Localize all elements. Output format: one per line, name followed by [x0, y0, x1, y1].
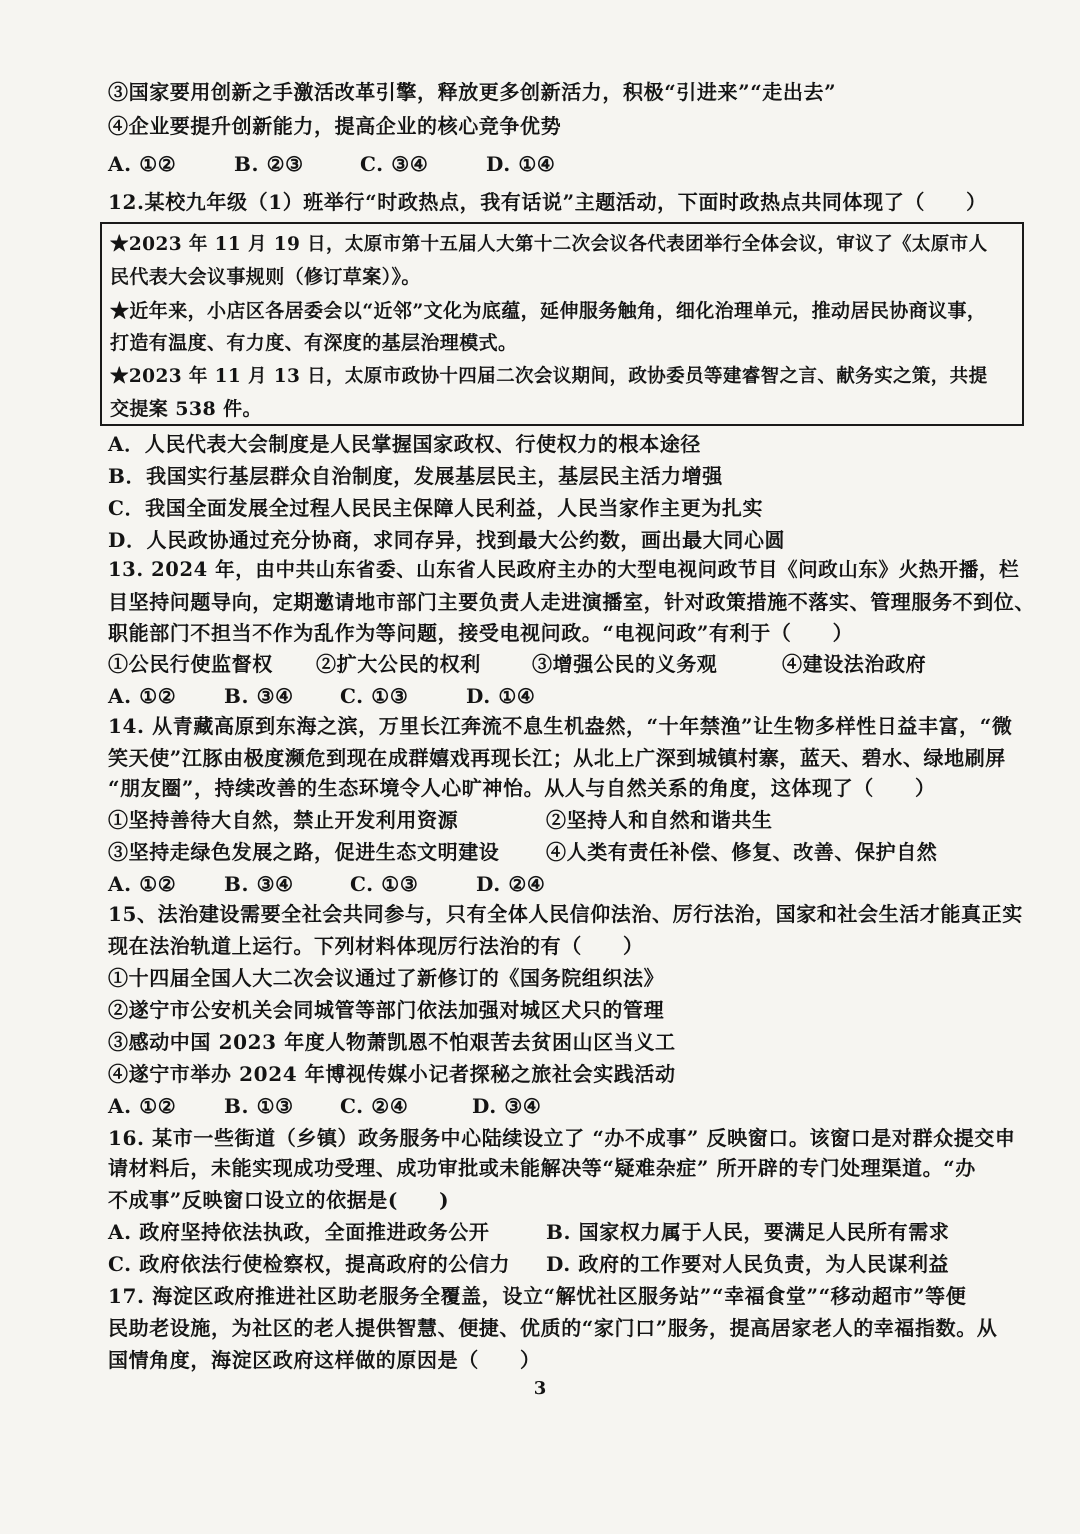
q16-option-c: C. 政府依法行使检察权，提高政府的公信力	[108, 1252, 511, 1276]
q14-item-4: ④人类有责任补偿、修复、改善、保护自然	[546, 840, 938, 864]
q12-option-b: B．我国实行基层群众自治制度，发展基层民主，基层民主活力增强	[108, 464, 723, 488]
q13-item-4: ④建设法治政府	[782, 652, 927, 676]
q11-option-d: D. ①④	[486, 152, 556, 176]
q11-item-3: ③国家要用创新之手激活改革引擎，释放更多创新活力，积极“引进来”“走出去”	[108, 80, 837, 104]
q15-item-2: ②遂宁市公安机关会同城管等部门依法加强对城区犬只的管理	[108, 998, 665, 1022]
q14-item-1: ①坚持善待大自然，禁止开发利用资源	[108, 808, 459, 832]
q13-items	[108, 650, 926, 678]
q11-option-a: A. ①②	[108, 152, 177, 176]
q13-option-b: B. ③④	[224, 684, 294, 708]
q16-stem-line-3: 不成事”反映窗口设立的依据是( )	[108, 1188, 450, 1212]
q12-box-line-6: 交提案 538 件。	[110, 398, 262, 420]
q15-item-3: ③感动中国 2023 年度人物萧凯恩不怕艰苦去贫困山区当义工	[108, 1030, 676, 1054]
q14-stem-line-3: “朋友圈”，持续改善的生态环境令人心旷神怡。从人与自然关系的角度，这体现了（ ）	[108, 776, 936, 800]
q15-option-c: C. ②④	[340, 1094, 409, 1118]
q12-box-line-4: 打造有温度、有力度、有深度的基层治理模式。	[110, 332, 518, 354]
q17-stem-line-2: 民助老设施，为社区的老人提供智慧、便捷、优质的“家门口”服务，提高居家老人的幸福指数。从	[108, 1316, 998, 1340]
q15-options	[108, 1092, 541, 1120]
q12-option-c: C．我国全面发展全过程人民民主保障人民利益，人民当家作主更为扎实	[108, 496, 764, 520]
q12-option-d: D．人民政协通过充分协商，求同存异，找到最大公约数，画出最大同心圆	[108, 528, 786, 552]
q12-material-box	[100, 222, 1024, 426]
q12-box-line-3: ★近年来，小店区各居委会以“近邻”文化为底蕴，延伸服务触角，细化治理单元，推动居民协商议事，	[110, 300, 987, 322]
q13-stem-line-1: 13. 2024 年，由中共山东省委、山东省人民政府主办的大型电视问政节目《问政山东》火热开播，栏	[108, 558, 1020, 581]
q15-option-d: D. ③④	[472, 1094, 542, 1118]
q16-option-a: A. 政府坚持依法执政，全面推进政务公开	[108, 1220, 490, 1244]
q14-option-c: C. ①③	[350, 872, 419, 896]
q16-option-d: D. 政府的工作要对人民负责，为人民谋利益	[546, 1252, 950, 1276]
q13-options	[108, 682, 535, 710]
q17-stem-line-1: 17. 海淀区政府推进社区助老服务全覆盖，设立“解忧社区服务站”“幸福食堂”“移动超市”等便	[108, 1284, 967, 1308]
q12-option-a: A．人民代表大会制度是人民掌握国家政权、行使权力的根本途径	[108, 432, 701, 456]
q14-options	[108, 870, 545, 898]
q16-stem-line-1: 16. 某市一些街道（乡镇）政务服务中心陆续设立了 “办不成事” 反映窗口。该窗口是对群众提交申	[108, 1126, 1016, 1150]
q14-stem-line-1: 14. 从青藏高原到东海之滨，万里长江奔流不息生机盎然，“十年禁渔”让生物多样性日益丰富，“微	[108, 714, 1013, 738]
q15-item-1: ①十四届全国人大二次会议通过了新修订的《国务院组织法》	[108, 966, 665, 990]
q15-option-b: B. ①③	[224, 1094, 294, 1118]
q15-item-4: ④遂宁市举办 2024 年博视传媒小记者探秘之旅社会实践活动	[108, 1062, 676, 1086]
q14-option-b: B. ③④	[224, 872, 294, 896]
q14-stem-line-2: 笑天使”江豚由极度濒危到现在成群嬉戏再现长江；从北上广深到城镇村寨，蓝天、碧水、绿地刷屏	[108, 746, 1006, 770]
q11-options	[108, 150, 612, 178]
q12-box-line-1: ★2023 年 11 月 19 日，太原市第十五届人大第十二次会议各代表团举行全体会议，审议了《太原市人	[110, 234, 988, 255]
q13-option-d: D. ①④	[466, 684, 536, 708]
q15-stem-line-1: 15、法治建设需要全社会共同参与，只有全体人民信仰法治、厉行法治，国家和社会生活才能真正实	[108, 902, 1023, 926]
q13-item-1: ①公民行使监督权	[108, 652, 273, 676]
q15-stem-line-2: 现在法治轨道上运行。下列材料体现厉行法治的有（ ）	[108, 934, 644, 958]
q12-stem: 12.某校九年级（1）班举行“时政热点，我有话说”主题活动，下面时政热点共同体现了（ ）	[108, 190, 987, 214]
q11-option-c: C. ③④	[360, 152, 429, 176]
q13-stem-line-2: 目坚持问题导向，定期邀请地市部门主要负责人走进演播室，针对政策措施不落实、管理服务不到位、	[108, 590, 1035, 614]
q13-item-3: ③增强公民的义务观	[532, 652, 718, 676]
q11-option-b: B. ②③	[234, 152, 304, 176]
q13-stem-line-3: 职能部门不担当不作为乱作为等问题，接受电视问政。“电视问政”有利于（ ）	[108, 621, 854, 645]
page-number: 3	[533, 1378, 547, 1399]
q14-option-a: A. ①②	[108, 872, 177, 896]
q14-item-2: ②坚持人和自然和谐共生	[546, 808, 773, 832]
q13-option-a: A. ①②	[108, 684, 177, 708]
q16-option-b: B. 国家权力属于人民，要满足人民所有需求	[546, 1220, 950, 1244]
q12-box-line-2: 民代表大会议事规则（修订草案）》。	[110, 266, 421, 288]
q15-option-a: A. ①②	[108, 1094, 177, 1118]
q16-stem-line-2: 请材料后，未能实现成功受理、成功审批或未能解决等“疑难杂症” 所开辟的专门处理渠道。“办	[108, 1156, 976, 1180]
q14-option-d: D. ②④	[476, 872, 546, 896]
q17-stem-line-3: 国情角度，海淀区政府这样做的原因是（ ）	[108, 1348, 541, 1372]
q13-item-2: ②扩大公民的权利	[316, 652, 481, 676]
q13-option-c: C. ①③	[340, 684, 409, 708]
q12-box-line-5: ★2023 年 11 月 13 日，太原市政协十四届二次会议期间，政协委员等建睿智之言、献务实之策，共提	[110, 366, 988, 387]
q14-item-3: ③坚持走绿色发展之路，促进生态文明建设	[108, 840, 500, 864]
q11-item-4: ④企业要提升创新能力，提高企业的核心竞争优势	[108, 114, 562, 138]
